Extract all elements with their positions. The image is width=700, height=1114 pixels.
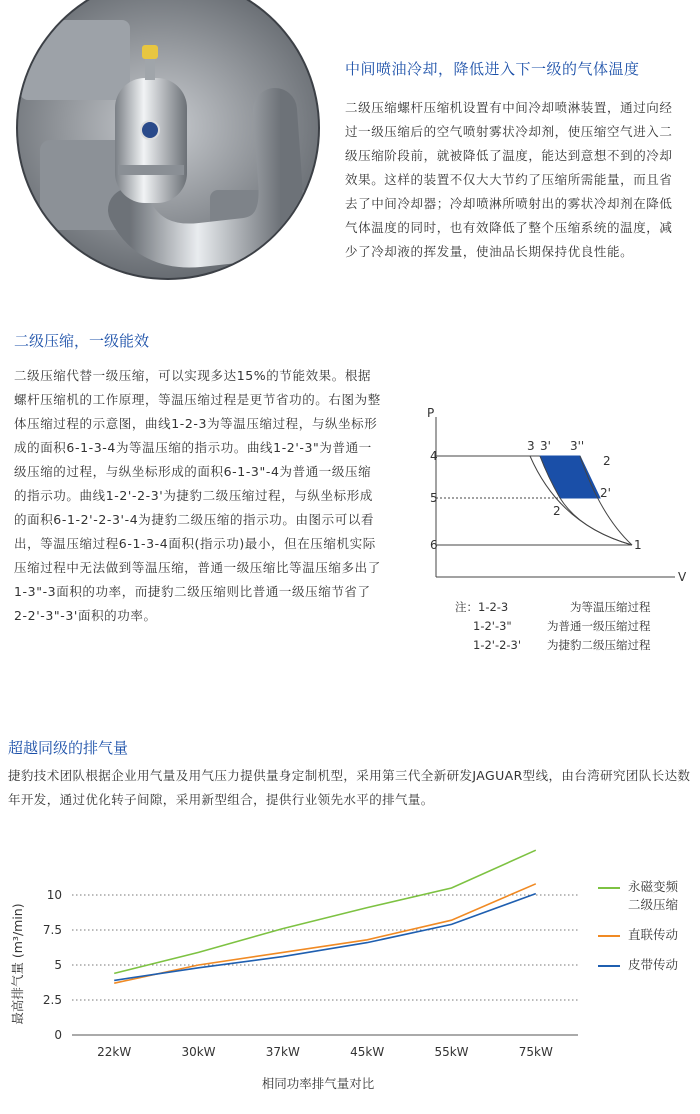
pv-notes	[455, 598, 651, 655]
chart-x-tick: 22kW	[97, 1045, 132, 1059]
note-row	[455, 617, 651, 636]
single-stage-curve	[580, 456, 632, 545]
chart-series-line-1	[114, 884, 536, 983]
legend-label	[628, 956, 678, 974]
chart-y-tick: 2.5	[42, 993, 62, 1007]
point-3-double-prime: 3''	[570, 439, 585, 453]
point-2: 2	[553, 504, 561, 518]
chart-x-tick: 37kW	[265, 1045, 300, 1059]
v-axis-label: V	[678, 570, 687, 584]
point-3: 3	[527, 439, 535, 453]
note-row	[455, 636, 651, 655]
point-3-prime: 3'	[540, 439, 551, 453]
section-paragraph-air-delivery: 捷豹技术团队根据企业用气量及用气压力提供量身定制机型，采用第三代全新研发JAGUAR型线，由台湾研究团队长达数年开发，通过优化转子间隙，采用新型组合，提供行业领先水平的排气量。	[8, 768, 691, 807]
note-desc: 为等温压缩过程	[570, 600, 651, 614]
note-row	[455, 598, 651, 617]
level-label-6: 6	[430, 538, 438, 552]
note-curve: 1-2'-3"	[473, 619, 512, 633]
section-title-two-stage: 二级压缩，一级能效	[14, 332, 150, 350]
chart-x-tick: 45kW	[350, 1045, 385, 1059]
point-2-upper: 2	[603, 454, 611, 468]
section-title-intercooling: 中间喷油冷却，降低进入下一级的气体温度	[345, 60, 640, 78]
note-desc: 为普通一级压缩过程	[547, 619, 651, 633]
chart-y-tick: 10	[46, 888, 62, 902]
legend-label-line: 永磁变频	[628, 879, 679, 894]
p-axis-label: P	[427, 406, 435, 420]
legend-label	[628, 878, 678, 914]
note-prefix: 注：	[455, 600, 478, 614]
chart-y-axis-title: 最高排气量 (m³/min)	[10, 903, 25, 1025]
level-label-4: 4	[430, 449, 438, 463]
chart-y-tick: 7.5	[42, 923, 62, 937]
legend-swatch	[598, 935, 620, 937]
section-title-air-delivery: 超越同级的排气量	[8, 739, 129, 757]
note-curve: 1-2'-2-3'	[473, 638, 522, 652]
legend-swatch	[598, 887, 620, 889]
legend-label-line: 二级压缩	[628, 897, 679, 912]
chart-x-tick: 55kW	[434, 1045, 469, 1059]
note-curve: 1-2-3	[478, 600, 509, 614]
legend-label-line: 直联传动	[628, 927, 679, 942]
point-1: 1	[634, 538, 642, 552]
note-desc: 为捷豹二级压缩过程	[547, 638, 651, 652]
legend-item	[598, 878, 678, 914]
legend-item	[598, 956, 678, 974]
chart-y-tick: 0	[54, 1028, 62, 1042]
chart-legend	[598, 878, 678, 980]
legend-swatch	[598, 965, 620, 967]
chart-x-tick: 30kW	[181, 1045, 216, 1059]
chart-series-line-2	[114, 894, 536, 981]
section-paragraph-intercooling: 二级压缩螺杆压缩机设置有中间冷却喷淋装置，通过向经过一级压缩后的空气喷射雾状冷却剂，使压缩空气进入二级压缩阶段前，就被降低了温度，能达到意想不到的冷却效果。这样的装置不仅大大节约了压缩所需能量，而且省去了中间冷却器；冷却喷淋所喷射出的雾状冷却剂在降低气体温度的同时，也有效降低了整个压缩系统的温度，减少了冷却液的挥发量，使油品长期保持优良性能。	[345, 100, 673, 259]
legend-label	[628, 926, 678, 944]
legend-label-line: 皮带传动	[628, 957, 679, 972]
chart-y-tick: 5	[54, 958, 62, 972]
chart-x-axis-title: 相同功率排气量对比	[261, 1076, 375, 1091]
pv-diagram	[420, 405, 700, 590]
section-paragraph-two-stage: 二级压缩代替一级压缩，可以实现多达15%的节能效果。根据螺杆压缩机的工作原理，等温压缩过程是更节省功的。右图为整体压缩过程的示意图，曲线1-2-3为等温压缩过程，与纵坐标形成的面积6-1-3-4为等温压缩的指示功。曲线1-2'-3"为普通一级压缩的过程，与纵坐标形成的面积6-1-3"-4为普通一级压缩的指示功。曲线1-2'-2-3'为捷豹二级压缩过程，与纵坐标形成的面积6-1-2'-2-3'-4为捷豹二级压缩的指示功。由图示可以看出，等温压缩过程6-1-3-4面积(指示功)最小，但在压缩机实际压缩过程中无法做到等温压缩，普通一级压缩比等温压缩多出了1-3"-3面积的功率，而捷豹二级压缩则比普通一级压缩节省了2-2'-3"-3'面积的功率。	[14, 368, 381, 623]
chart-x-tick: 75kW	[518, 1045, 553, 1059]
point-2-prime: 2'	[600, 486, 611, 500]
compressor-photo	[0, 0, 320, 280]
level-label-5: 5	[430, 491, 438, 505]
legend-item	[598, 926, 678, 944]
air-delivery-chart	[0, 830, 700, 1110]
